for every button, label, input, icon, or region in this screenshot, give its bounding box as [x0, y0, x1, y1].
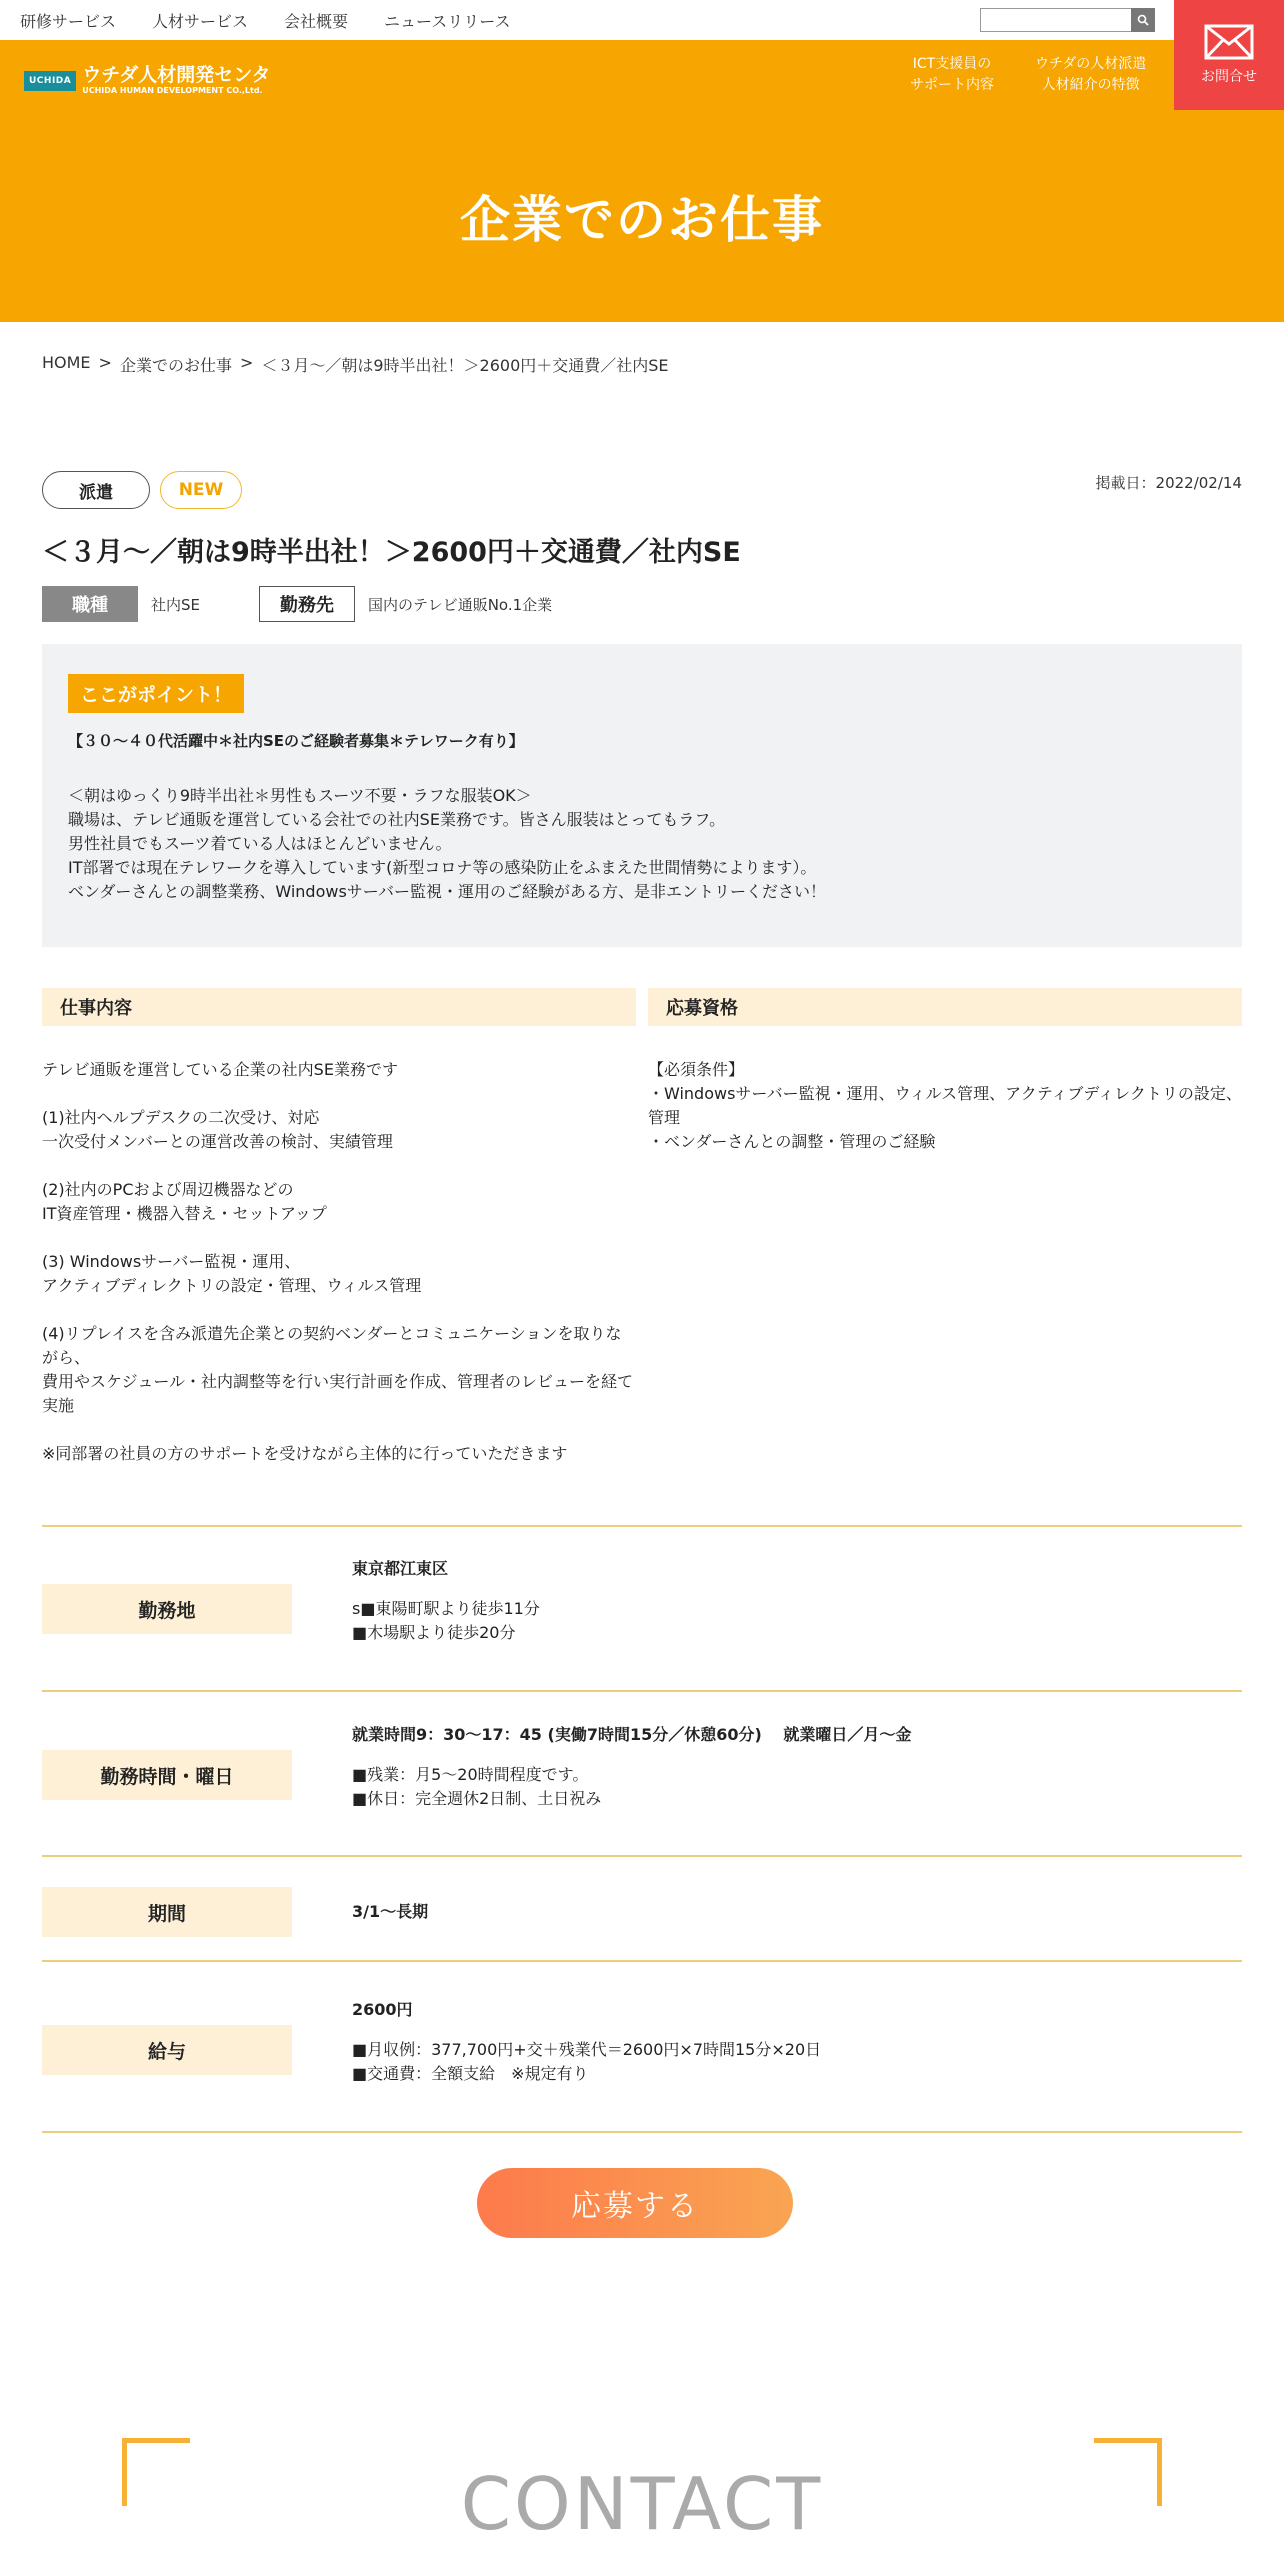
breadcrumb [42, 353, 669, 376]
posted-date: 掲載日：2022/02/14 [1095, 474, 1242, 492]
divider [42, 1690, 1242, 1692]
detail-headline: 東京都江東区 [352, 1559, 449, 1578]
text-line: がら、 [42, 1348, 91, 1367]
breadcrumb-current: ＜３月～／朝は9時半出社！＞2600円＋交通費／社内SE [261, 356, 669, 375]
text-line: 費用やスケジュール・社内調整等を行い実行計画を作成、管理者のレビューを経て [42, 1372, 634, 1391]
breadcrumb-home[interactable]: HOME [42, 353, 91, 372]
text-line [42, 1298, 642, 1322]
text-line: テレビ通販を運営している企業の社内SE業務です [42, 1060, 398, 1079]
text-line: (1)社内ヘルプデスクの二次受け、対応 [42, 1108, 320, 1127]
highlight-line: 男性社員でもスーツ着ている人はほとんどいません。 [68, 834, 452, 853]
text-line: 管理 [648, 1108, 681, 1127]
text-line: (4)リプレイスを含み派遣先企業との契約ベンダーとコミュニケーションを取りな [42, 1324, 622, 1343]
text-line: (3) Windowsサーバー監視・運用、 [42, 1252, 301, 1271]
text-line: アクティブディレクトリの設定・管理、ウィルス管理 [42, 1276, 422, 1295]
category-label: 職種 [42, 586, 138, 622]
workplace-value: 国内のテレビ通販No.1企業 [368, 596, 553, 614]
header-nav-staffing-features[interactable]: ウチダの人材派遣 人材紹介の特徴 [1035, 56, 1147, 93]
divider [42, 1855, 1242, 1857]
divider [42, 1525, 1242, 1527]
text-line [42, 1226, 642, 1250]
category-value: 社内SE [151, 596, 200, 614]
detail-line: ■休日：完全週休2日制、土日祝み [352, 1789, 602, 1808]
text-line: 一次受付メンバーとの運営改善の検討、実績管理 [42, 1132, 393, 1151]
hero-banner [0, 110, 1284, 322]
job-title: ＜３月～／朝は9時半出社！＞2600円＋交通費／社内SE [42, 537, 741, 568]
text-line: 実施 [42, 1396, 75, 1415]
text-line: ※同部署の社員の方のサポートを受けながら主体的に行っていただきます [42, 1444, 568, 1463]
highlight-label: ここがポイント！ [68, 674, 244, 713]
contact-section-heading: CONTACT [460, 2462, 824, 2546]
header-nav-ict-support[interactable]: ICT支援員の サポート内容 [910, 56, 994, 93]
detail-headline: 2600円 [352, 2000, 413, 2019]
duties-text [42, 1058, 642, 1466]
detail-line: ■木場駅より徒歩20分 [352, 1623, 516, 1642]
text-line [42, 1418, 642, 1442]
detail-line: ■交通費：全額支給 ※規定有り [352, 2064, 589, 2083]
detail-line: s■東陽町駅より徒歩11分 [352, 1599, 540, 1618]
highlight-body [68, 784, 826, 904]
nav-link-company[interactable]: 会社概要 [284, 12, 349, 31]
top-utility-nav [0, 0, 1174, 40]
divider [42, 2131, 1242, 2133]
requirements-heading: 応募資格 [648, 988, 1242, 1026]
contact-label: お問合せ [1201, 69, 1257, 85]
detail-headline: 就業時間9：30～17：45 (実働7時間15分／休憩60分) 就業曜日／月～金 [352, 1725, 912, 1744]
site-header [0, 40, 1174, 110]
text-line: ・ベンダーさんとの調整・管理のご経験 [648, 1132, 936, 1151]
workplace-label: 勤務先 [259, 586, 355, 622]
breadcrumb-jobs[interactable]: 企業でのお仕事 [119, 356, 232, 375]
mail-icon [1204, 24, 1254, 60]
apply-button[interactable]: 応募する [477, 2168, 793, 2238]
detail-content-salary [352, 1998, 821, 2086]
detail-content-location [352, 1557, 540, 1645]
search-input[interactable] [980, 8, 1132, 32]
employment-type-badge: 派遣 [42, 471, 150, 509]
detail-label-period: 期間 [42, 1887, 292, 1937]
highlight-box [42, 644, 1242, 947]
highlight-headline: 【３０～４０代活躍中＊社内SEのご経験者募集＊テレワーク有り】 [68, 732, 524, 750]
logo-badge: UCHIDA [24, 71, 76, 91]
nav-link-news[interactable]: ニュースリリース [384, 12, 511, 31]
text-line [42, 1082, 642, 1106]
duties-heading: 仕事内容 [42, 988, 636, 1026]
new-badge: NEW [160, 471, 242, 509]
requirements-text [648, 1058, 1248, 1154]
utility-links [20, 9, 510, 32]
detail-content-period [352, 1900, 428, 1924]
detail-label-location: 勤務地 [42, 1584, 292, 1634]
divider [42, 1960, 1242, 1962]
highlight-line: ベンダーさんとの調整業務、Windowsサーバー監視・運用のご経験がある方、是非エントリーください！ [68, 882, 826, 901]
text-line: IT資産管理・機器入替え・セットアップ [42, 1204, 327, 1223]
detail-label-salary: 給与 [42, 2025, 292, 2075]
highlight-line: IT部署では現在テレワークを導入しています(新型コロナ等の感染防止をふまえた世間情勢によります）。 [68, 858, 817, 877]
nav-link-training[interactable]: 研修サービス [20, 12, 117, 31]
page-title: 企業でのお仕事 [460, 191, 824, 249]
company-logo[interactable] [24, 66, 271, 95]
highlight-line: ＜朝はゆっくり9時半出社＊男性もスーツ不要・ラフな服装OK＞ [68, 786, 532, 805]
text-line: (2)社内のPCおよび周辺機器などの [42, 1180, 294, 1199]
detail-content-hours [352, 1723, 911, 1811]
search-icon [1137, 14, 1149, 26]
logo-name-en: UCHIDA HUMAN DEVELOPMENT CO.,Ltd. [82, 86, 263, 95]
breadcrumb-separator: > [98, 353, 112, 372]
text-line [42, 1154, 642, 1178]
text-line: ・Windowsサーバー監視・運用、ウィルス管理、アクティブディレクトリの設定、 [648, 1084, 1242, 1103]
detail-line: ■月収例：377,700円+交＋残業代＝2600円×7時間15分×20日 [352, 2040, 822, 2059]
detail-headline: 3/1～長期 [352, 1902, 429, 1921]
logo-name-jp: ウチダ人材開発センタ [82, 64, 271, 86]
highlight-line: 職場は、テレビ通販を運営している会社での社内SE業務です。皆さん服装はとってもラフ。 [68, 810, 726, 829]
breadcrumb-separator: > [239, 353, 254, 372]
contact-button[interactable] [1174, 0, 1284, 110]
text-line: 【必須条件】 [648, 1060, 745, 1079]
nav-link-staffing[interactable]: 人材サービス [152, 12, 249, 31]
search-button[interactable] [1131, 8, 1155, 32]
detail-line: ■残業：月5～20時間程度です。 [352, 1765, 589, 1784]
detail-label-hours: 勤務時間・曜日 [42, 1750, 292, 1800]
